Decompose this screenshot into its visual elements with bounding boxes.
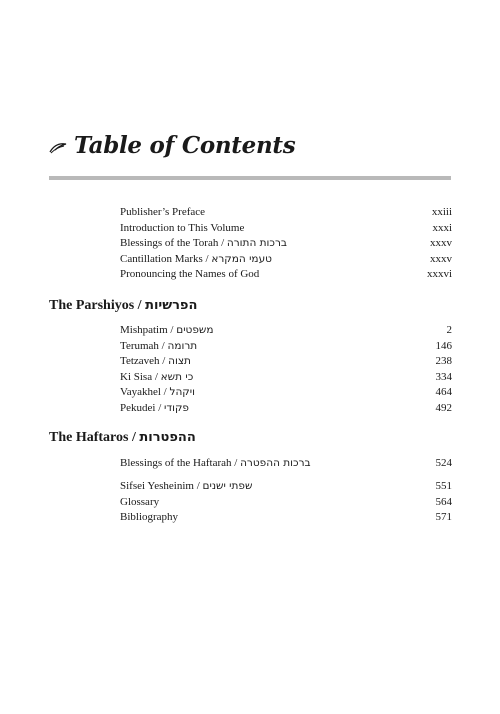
entry-label: Tetzaveh / [120, 355, 169, 368]
entry-page: xxxv [430, 252, 452, 265]
entry-hebrew: כי תשא [160, 370, 194, 383]
entry-page: 571 [435, 511, 452, 524]
entry-page: xxxv [430, 237, 452, 250]
entry-hebrew: טעמי המקרא [211, 252, 272, 265]
toc-entry-pronouncing-names[interactable] [120, 267, 452, 283]
parshiyos-list [120, 323, 452, 417]
section-heading-parshiyos [49, 298, 197, 314]
toc-entry-blessings-haftarah[interactable] [120, 456, 452, 472]
section-heading-hebrew: הפרשיות [145, 298, 198, 313]
entry-hebrew: ברכות התורה [226, 237, 287, 250]
entry-page: 551 [435, 480, 452, 492]
toc-entry-cantillation-marks[interactable] [120, 252, 452, 268]
section-heading-label: The Haftaros / [49, 430, 140, 445]
entry-page: 492 [435, 401, 452, 414]
toc-entry-publishers-preface[interactable] [120, 205, 452, 221]
toc-entry-terumah[interactable] [120, 339, 452, 355]
page-header [49, 128, 451, 162]
entry-page: 564 [435, 495, 452, 508]
header-rule [49, 176, 451, 180]
entry-hebrew: משפטים [176, 324, 214, 336]
entry-label: Publisher’s Preface [120, 206, 206, 218]
entry-label: Ki Sisa / [120, 370, 161, 383]
toc-entry-glossary[interactable] [120, 495, 452, 511]
front-matter-list [120, 205, 452, 283]
entry-label: Introduction to This Volume [120, 221, 245, 234]
entry-page: xxxi [432, 221, 452, 234]
toc-entry-blessings-torah[interactable] [120, 236, 452, 252]
entry-hebrew: תרומה [167, 339, 198, 352]
entry-label: Pekudei / [120, 401, 164, 414]
toc-entry-pekudei[interactable] [120, 401, 452, 417]
toc-entry-introduction[interactable] [120, 221, 452, 237]
entry-label: Vayakhel / [120, 386, 170, 399]
entry-hebrew: ויקהל [169, 386, 195, 399]
section-heading-haftaros [49, 430, 196, 446]
entry-page: 464 [435, 386, 452, 399]
entry-label: Mishpatim / [120, 324, 177, 336]
haftaros-list [120, 456, 452, 472]
entry-page: 2 [446, 324, 452, 336]
toc-entry-sifsei-yesheinim[interactable] [120, 479, 452, 495]
entry-label: Blessings of the Haftarah / [120, 457, 241, 469]
entry-page: 524 [435, 457, 452, 469]
entry-hebrew: ברכות ההפטרה [240, 457, 311, 469]
entry-hebrew: תצוה [168, 355, 191, 368]
toc-entry-bibliography[interactable] [120, 510, 452, 526]
entry-label: Cantillation Marks / [120, 252, 212, 265]
entry-label: Terumah / [120, 339, 168, 352]
entry-hebrew: פקודי [164, 401, 189, 414]
entry-label: Pronouncing the Names of God [120, 268, 260, 281]
back-matter-list [120, 479, 452, 526]
entry-page: 238 [435, 355, 452, 368]
toc-entry-tetzaveh[interactable] [120, 354, 452, 370]
entry-label: Glossary [120, 495, 160, 508]
entry-page: 146 [435, 339, 452, 352]
page-title: Table of Contents [74, 131, 296, 159]
toc-entry-vayakhel[interactable] [120, 385, 452, 401]
section-heading-label: The Parshiyos / [49, 298, 146, 313]
entry-page: 334 [435, 370, 452, 383]
entry-page: xxxvi [426, 268, 452, 281]
toc-entry-ki-sisa[interactable] [120, 370, 452, 386]
entry-label: Sifsei Yesheinim / [120, 480, 203, 492]
entry-label: Bibliography [120, 511, 179, 524]
quill-icon [49, 142, 67, 154]
entry-page: xxiii [431, 206, 452, 218]
section-heading-hebrew: ההפטרות [139, 430, 196, 445]
entry-label: Blessings of the Torah / [120, 237, 227, 250]
entry-hebrew: שפתי ישנים [202, 480, 253, 492]
toc-entry-mishpatim[interactable] [120, 323, 452, 339]
